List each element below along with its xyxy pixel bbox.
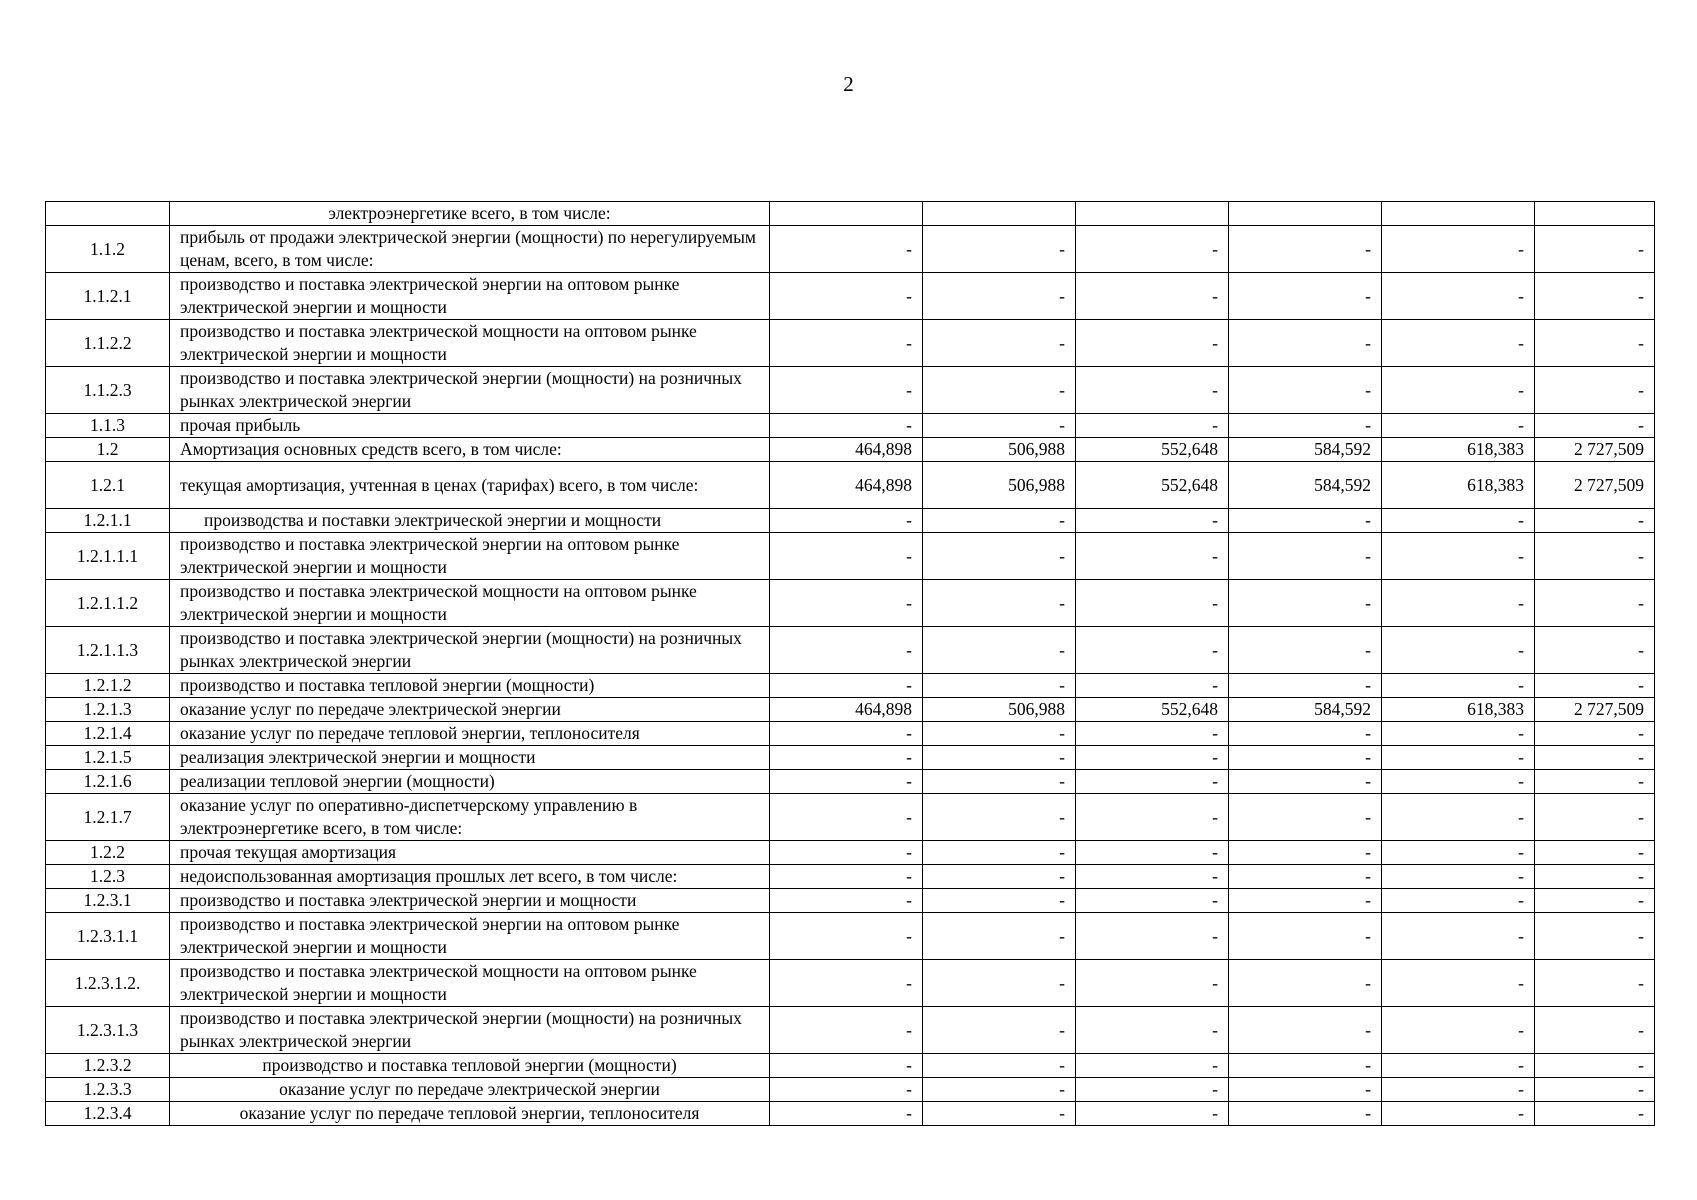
value-cell: - xyxy=(923,414,1076,438)
value-cell: - xyxy=(1535,1054,1655,1078)
value-cell: - xyxy=(923,1054,1076,1078)
row-description-cell: оказание услуг по передаче тепловой энергии, теплоносителя xyxy=(170,1102,770,1126)
table-row xyxy=(46,722,1655,746)
value-cell: - xyxy=(1076,1078,1229,1102)
value-cell: - xyxy=(1076,367,1229,414)
value-cell: - xyxy=(1076,913,1229,960)
value-cell: 464,898 xyxy=(770,698,923,722)
value-cell xyxy=(1076,202,1229,226)
value-cell: 552,648 xyxy=(1076,462,1229,509)
value-cell: - xyxy=(1535,960,1655,1007)
row-description-cell: производство и поставка электрической мощности на оптовом рынке электрической энергии и мощности xyxy=(170,320,770,367)
row-description-cell: текущая амортизация, учтенная в ценах (тарифах) всего, в том числе: xyxy=(170,462,770,509)
row-description-cell: прибыль от продажи электрической энергии (мощности) по нерегулируемым ценам, всего, в том числе: xyxy=(170,226,770,273)
table-row xyxy=(46,698,1655,722)
table-body xyxy=(46,202,1655,1126)
value-cell: 506,988 xyxy=(923,438,1076,462)
page-number: 2 xyxy=(843,72,854,96)
value-cell: - xyxy=(770,509,923,533)
value-cell: - xyxy=(1382,627,1535,674)
value-cell: - xyxy=(1382,226,1535,273)
value-cell: - xyxy=(770,674,923,698)
table-row xyxy=(46,533,1655,580)
value-cell: - xyxy=(1535,841,1655,865)
table-row xyxy=(46,320,1655,367)
table-row xyxy=(46,273,1655,320)
row-description-cell: производство и поставка электрической энергии на оптовом рынке электрической энергии и мощности xyxy=(170,913,770,960)
row-description-cell: оказание услуг по передаче электрической энергии xyxy=(170,1078,770,1102)
value-cell: - xyxy=(770,367,923,414)
value-cell: - xyxy=(1535,320,1655,367)
value-cell: - xyxy=(1535,889,1655,913)
value-cell: - xyxy=(1382,865,1535,889)
value-cell: 618,383 xyxy=(1382,462,1535,509)
row-number-cell: 1.2.1.1.2 xyxy=(46,580,170,627)
value-cell: - xyxy=(923,509,1076,533)
value-cell: - xyxy=(770,841,923,865)
value-cell: - xyxy=(1382,794,1535,841)
row-description-cell: прочая текущая амортизация xyxy=(170,841,770,865)
row-description-cell: производство и поставка электрической энергии на оптовом рынке электрической энергии и мощности xyxy=(170,273,770,320)
value-cell: 2 727,509 xyxy=(1535,438,1655,462)
table-row xyxy=(46,960,1655,1007)
value-cell: - xyxy=(1382,746,1535,770)
row-description-cell: производство и поставка тепловой энергии (мощности) xyxy=(170,674,770,698)
table-row xyxy=(46,674,1655,698)
value-cell: - xyxy=(770,746,923,770)
table-row xyxy=(46,627,1655,674)
value-cell: 618,383 xyxy=(1382,438,1535,462)
row-number-cell: 1.2.1.3 xyxy=(46,698,170,722)
value-cell: - xyxy=(1076,509,1229,533)
value-cell: - xyxy=(923,913,1076,960)
value-cell: - xyxy=(1382,1078,1535,1102)
row-description-cell: оказание услуг по передаче тепловой энергии, теплоносителя xyxy=(170,722,770,746)
value-cell: - xyxy=(1535,580,1655,627)
value-cell: - xyxy=(923,865,1076,889)
value-cell: - xyxy=(1229,273,1382,320)
value-cell: - xyxy=(923,1007,1076,1054)
row-number-cell: 1.2.1.1.3 xyxy=(46,627,170,674)
value-cell: - xyxy=(923,841,1076,865)
row-description-cell: производство и поставка электрической энергии (мощности) на розничных рынках электрической энергии xyxy=(170,627,770,674)
table-row xyxy=(46,509,1655,533)
value-cell: - xyxy=(770,960,923,1007)
value-cell: - xyxy=(1382,770,1535,794)
value-cell: - xyxy=(1535,746,1655,770)
table-row xyxy=(46,841,1655,865)
value-cell: - xyxy=(923,674,1076,698)
table-row xyxy=(46,913,1655,960)
value-cell: - xyxy=(1535,674,1655,698)
table-row xyxy=(46,438,1655,462)
row-description-cell: производство и поставка электрической мощности на оптовом рынке электрической энергии и мощности xyxy=(170,960,770,1007)
value-cell: - xyxy=(923,273,1076,320)
value-cell: - xyxy=(1382,1102,1535,1126)
value-cell: - xyxy=(770,414,923,438)
table-row xyxy=(46,226,1655,273)
table-row xyxy=(46,580,1655,627)
value-cell: - xyxy=(1535,794,1655,841)
value-cell: 506,988 xyxy=(923,462,1076,509)
table-row xyxy=(46,1102,1655,1126)
row-number-cell: 1.1.2.1 xyxy=(46,273,170,320)
value-cell: - xyxy=(923,794,1076,841)
value-cell: - xyxy=(1076,533,1229,580)
value-cell: - xyxy=(1382,533,1535,580)
row-number-cell: 1.2.1.2 xyxy=(46,674,170,698)
value-cell: - xyxy=(770,1007,923,1054)
row-number-cell: 1.2.3.1 xyxy=(46,889,170,913)
value-cell: - xyxy=(1535,273,1655,320)
value-cell: - xyxy=(770,794,923,841)
value-cell: - xyxy=(1076,1054,1229,1078)
value-cell: - xyxy=(1076,889,1229,913)
value-cell: - xyxy=(1535,414,1655,438)
value-cell: - xyxy=(1229,960,1382,1007)
value-cell: - xyxy=(1535,865,1655,889)
value-cell: - xyxy=(1382,273,1535,320)
row-description-cell: производство и поставка электрической энергии (мощности) на розничных рынках электрической энергии xyxy=(170,367,770,414)
value-cell: 464,898 xyxy=(770,438,923,462)
value-cell: - xyxy=(1229,889,1382,913)
row-description-cell: производство и поставка электрической мощности на оптовом рынке электрической энергии и мощности xyxy=(170,580,770,627)
value-cell: - xyxy=(1229,533,1382,580)
table-row xyxy=(46,746,1655,770)
row-number-cell: 1.2.1 xyxy=(46,462,170,509)
value-cell: - xyxy=(1076,1102,1229,1126)
value-cell: 2 727,509 xyxy=(1535,462,1655,509)
value-cell: - xyxy=(1076,865,1229,889)
value-cell: - xyxy=(1229,770,1382,794)
value-cell: - xyxy=(923,1102,1076,1126)
value-cell: - xyxy=(770,770,923,794)
value-cell: 506,988 xyxy=(923,698,1076,722)
row-number-cell: 1.2.1.4 xyxy=(46,722,170,746)
value-cell: - xyxy=(770,320,923,367)
value-cell: - xyxy=(770,1054,923,1078)
row-number-cell: 1.2.3 xyxy=(46,865,170,889)
value-cell: - xyxy=(770,273,923,320)
value-cell: - xyxy=(1535,913,1655,960)
value-cell: - xyxy=(770,889,923,913)
value-cell: - xyxy=(1076,273,1229,320)
value-cell: - xyxy=(1382,580,1535,627)
value-cell: - xyxy=(923,889,1076,913)
value-cell xyxy=(923,202,1076,226)
value-cell: - xyxy=(1229,509,1382,533)
row-number-cell: 1.1.2.2 xyxy=(46,320,170,367)
table-row xyxy=(46,1007,1655,1054)
value-cell: 464,898 xyxy=(770,462,923,509)
value-cell: - xyxy=(923,627,1076,674)
table-row xyxy=(46,462,1655,509)
row-number-cell: 1.2.3.1.3 xyxy=(46,1007,170,1054)
value-cell xyxy=(1535,202,1655,226)
row-number-cell: 1.2.3.1.2. xyxy=(46,960,170,1007)
value-cell: - xyxy=(1229,414,1382,438)
row-description-cell: производство и поставка электрической энергии (мощности) на розничных рынках электрической энергии xyxy=(170,1007,770,1054)
value-cell: - xyxy=(1229,722,1382,746)
row-description-cell: производства и поставки электрической энергии и мощности xyxy=(170,509,770,533)
value-cell: 552,648 xyxy=(1076,698,1229,722)
value-cell: - xyxy=(1229,320,1382,367)
value-cell: - xyxy=(1535,722,1655,746)
value-cell: - xyxy=(1535,1102,1655,1126)
row-number-cell: 1.2.3.4 xyxy=(46,1102,170,1126)
value-cell: - xyxy=(1229,580,1382,627)
value-cell: - xyxy=(1229,1102,1382,1126)
value-cell: - xyxy=(770,533,923,580)
table-row xyxy=(46,865,1655,889)
value-cell: - xyxy=(770,913,923,960)
value-cell: - xyxy=(1076,794,1229,841)
row-number-cell: 1.1.2.3 xyxy=(46,367,170,414)
row-description-cell: недоиспользованная амортизация прошлых лет всего, в том числе: xyxy=(170,865,770,889)
value-cell: - xyxy=(1076,226,1229,273)
value-cell: - xyxy=(923,746,1076,770)
value-cell: - xyxy=(1229,913,1382,960)
value-cell: - xyxy=(1229,841,1382,865)
value-cell: - xyxy=(923,770,1076,794)
value-cell: - xyxy=(1076,1007,1229,1054)
row-description-cell: Амортизация основных средств всего, в том числе: xyxy=(170,438,770,462)
row-number-cell: 1.1.3 xyxy=(46,414,170,438)
value-cell: - xyxy=(1076,770,1229,794)
table-row xyxy=(46,202,1655,226)
value-cell: - xyxy=(1229,746,1382,770)
value-cell: 552,648 xyxy=(1076,438,1229,462)
value-cell: - xyxy=(1076,320,1229,367)
row-number-cell: 1.2.1.6 xyxy=(46,770,170,794)
row-description-cell: производство и поставка тепловой энергии (мощности) xyxy=(170,1054,770,1078)
value-cell: - xyxy=(1535,770,1655,794)
table-row xyxy=(46,1078,1655,1102)
value-cell: - xyxy=(770,226,923,273)
row-number-cell: 1.2.3.2 xyxy=(46,1054,170,1078)
row-description-cell: производство и поставка электрической энергии и мощности xyxy=(170,889,770,913)
row-description-cell: оказание услуг по передаче электрической энергии xyxy=(170,698,770,722)
value-cell: - xyxy=(770,865,923,889)
value-cell: - xyxy=(1229,794,1382,841)
row-number-cell: 1.2.1.1.1 xyxy=(46,533,170,580)
value-cell: - xyxy=(1535,367,1655,414)
table-row xyxy=(46,367,1655,414)
row-description-cell: реализации тепловой энергии (мощности) xyxy=(170,770,770,794)
value-cell: - xyxy=(1076,960,1229,1007)
value-cell: - xyxy=(770,722,923,746)
value-cell: - xyxy=(1076,841,1229,865)
row-description-cell: производство и поставка электрической энергии на оптовом рынке электрической энергии и мощности xyxy=(170,533,770,580)
row-number-cell: 1.2 xyxy=(46,438,170,462)
value-cell: - xyxy=(1076,414,1229,438)
value-cell: - xyxy=(1535,1078,1655,1102)
value-cell: - xyxy=(1076,722,1229,746)
value-cell xyxy=(1382,202,1535,226)
row-number-cell: 1.2.3.3 xyxy=(46,1078,170,1102)
table-row xyxy=(46,414,1655,438)
row-number-cell: 1.2.2 xyxy=(46,841,170,865)
value-cell: 2 727,509 xyxy=(1535,698,1655,722)
row-number-cell: 1.1.2 xyxy=(46,226,170,273)
value-cell: - xyxy=(1382,722,1535,746)
value-cell: 584,592 xyxy=(1229,462,1382,509)
value-cell: - xyxy=(923,226,1076,273)
value-cell: - xyxy=(1076,580,1229,627)
value-cell: - xyxy=(770,1102,923,1126)
value-cell: - xyxy=(1535,1007,1655,1054)
value-cell: - xyxy=(1229,627,1382,674)
row-description-cell: оказание услуг по оперативно-диспетчерскому управлению в электроэнергетике всего, в том числе: xyxy=(170,794,770,841)
value-cell: - xyxy=(1535,627,1655,674)
row-number-cell: 1.2.3.1.1 xyxy=(46,913,170,960)
value-cell: - xyxy=(770,580,923,627)
value-cell: - xyxy=(1382,1007,1535,1054)
value-cell: - xyxy=(770,627,923,674)
value-cell: - xyxy=(1229,226,1382,273)
table-row xyxy=(46,889,1655,913)
value-cell: - xyxy=(923,722,1076,746)
value-cell: - xyxy=(1382,1054,1535,1078)
value-cell: - xyxy=(1382,509,1535,533)
value-cell: - xyxy=(1382,414,1535,438)
value-cell: - xyxy=(1229,1054,1382,1078)
value-cell: - xyxy=(1229,1007,1382,1054)
table-row xyxy=(46,770,1655,794)
value-cell xyxy=(770,202,923,226)
value-cell: - xyxy=(1535,226,1655,273)
value-cell: - xyxy=(1076,746,1229,770)
table-row xyxy=(46,794,1655,841)
value-cell: - xyxy=(1382,960,1535,1007)
value-cell: 584,592 xyxy=(1229,438,1382,462)
value-cell: - xyxy=(1076,674,1229,698)
value-cell: - xyxy=(923,1078,1076,1102)
value-cell: - xyxy=(1535,533,1655,580)
value-cell: - xyxy=(1382,320,1535,367)
row-number-cell xyxy=(46,202,170,226)
value-cell: - xyxy=(923,533,1076,580)
table-row xyxy=(46,1054,1655,1078)
row-number-cell: 1.2.1.7 xyxy=(46,794,170,841)
value-cell: - xyxy=(923,320,1076,367)
value-cell: - xyxy=(1382,889,1535,913)
value-cell: - xyxy=(923,960,1076,1007)
value-cell: - xyxy=(1229,1078,1382,1102)
row-description-cell: прочая прибыль xyxy=(170,414,770,438)
row-description-cell: реализация электрической энергии и мощности xyxy=(170,746,770,770)
value-cell: - xyxy=(923,580,1076,627)
row-number-cell: 1.2.1.1 xyxy=(46,509,170,533)
value-cell: - xyxy=(1535,509,1655,533)
value-cell xyxy=(1229,202,1382,226)
value-cell: - xyxy=(1229,865,1382,889)
row-description-cell: электроэнергетике всего, в том числе: xyxy=(170,202,770,226)
row-number-cell: 1.2.1.5 xyxy=(46,746,170,770)
value-cell: - xyxy=(1382,674,1535,698)
value-cell: - xyxy=(770,1078,923,1102)
value-cell: - xyxy=(1076,627,1229,674)
value-cell: 618,383 xyxy=(1382,698,1535,722)
financial-table xyxy=(45,201,1655,1126)
value-cell: - xyxy=(1229,674,1382,698)
value-cell: - xyxy=(1382,913,1535,960)
value-cell: 584,592 xyxy=(1229,698,1382,722)
value-cell: - xyxy=(1229,367,1382,414)
value-cell: - xyxy=(923,367,1076,414)
value-cell: - xyxy=(1382,367,1535,414)
value-cell: - xyxy=(1382,841,1535,865)
